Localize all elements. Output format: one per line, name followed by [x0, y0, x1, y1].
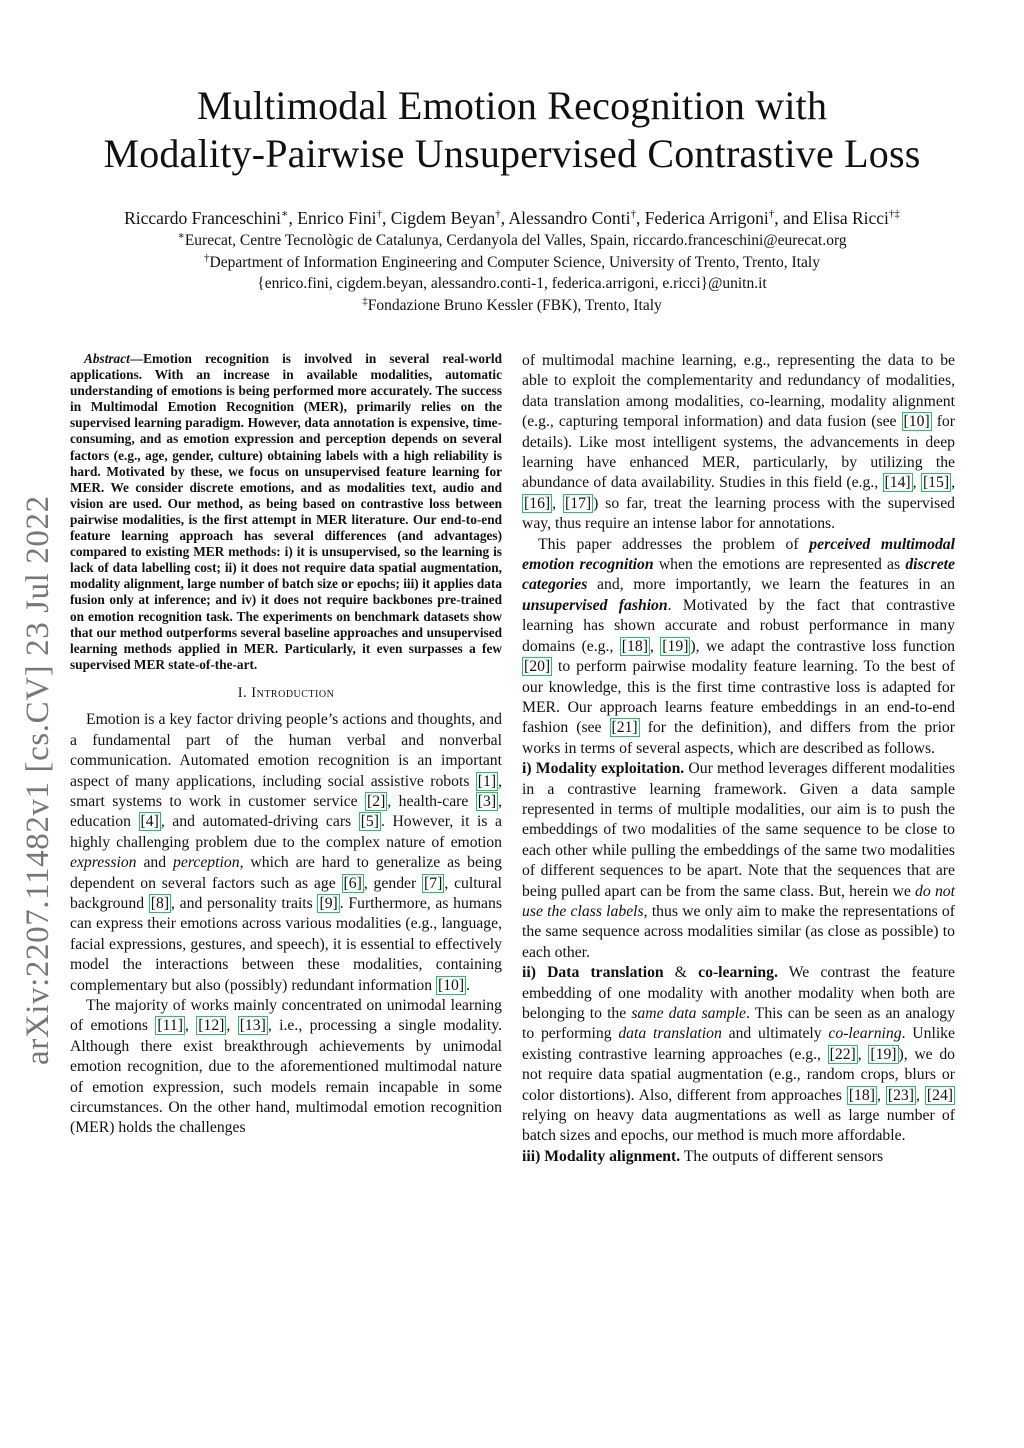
- citation-link[interactable]: [18]: [621, 637, 648, 655]
- body-paragraph: of multimodal machine learning, e.g., representing the data to be able to exploit the complementarity and redundancy of modalities, data translation among modalities, co-learning, modality alignment (e.g., capturing temporal information) and data fusion (see [10] for details). Like most intelligent systems, the advancements in deep learning have enhanced MER, particularly, by utilizing the abundance of data availability. Studies in this field (e.g., [14] , [15] , [16] , [17] ) so far, treat the learning process with the supervised way, thus require an intense labor for annotations.: [522, 352, 955, 533]
- affiliations: [40, 230, 984, 316]
- citation-link[interactable]: [16]: [524, 494, 551, 512]
- author-name: and Elisa Ricci: [782, 208, 889, 228]
- author-mark: †: [630, 208, 637, 221]
- abstract-text: —Emotion recognition is involved in several real-world applications. With an increase in available modalities, automatic understanding of emotions is being performed more accurately. The success in Multimodal Emotion Recognition (MER), primarily relies on the supervised learning paradigm. However, data annotation is expensive, time-consuming, and as emotion expression and perception depends on several factors (e.g., age, gender, culture) obtaining labels with a high reliability is hard. Motivated by these, we focus on unsupervised feature learning for MER. We consider discrete emotions, and as modalities text, audio and vision are used. Our method, as being based on contrastive loss between pairwise modalities, is the first attempt in MER literature. Our end-to-end feature learning approach has several differences (and advantages) compared to existing MER methods: i) it is unsupervised, so the learning is lack of data labelling cost; ii) it does not require data spatial augmentation, modality alignment, large number of batch size or epochs; iii) it applies data fusion only at inference; and iv) it does not require backbones pre-trained on emotion recognition task. The experiments on benchmark datasets show that our method outperforms several baseline approaches and unsupervised learning methods applied in MER. Particularly, it even surpasses a few supervised MER state-of-the-art.: [70, 351, 502, 672]
- citation-link[interactable]: [19]: [662, 637, 689, 655]
- citation-link[interactable]: [20]: [524, 658, 551, 676]
- body-paragraph: ii) Data translation & co-learning. We contrast the feature embedding of one modality with another modality when both are belonging to the same data sample. This can be seen as an analogy to performing data translation and ultimately co-learning. Unlike existing contrastive learning approaches (e.g., [22] , [19] ), we do not require data spatial augmentation (e.g., random crops, blurs or color distortions). Also, different from approaches [18] , [23] , [24] relying on heavy data augmentations as well as large number of batch sizes and epochs, our method is much more affordable.: [522, 964, 956, 1145]
- paragraph-heading: iii) Modality alignment.: [522, 1147, 681, 1165]
- citation-link[interactable]: [15]: [922, 474, 950, 492]
- author-list: Riccardo Franceschini∗, Enrico Fini†, Cigdem Beyan†, Alessandro Conti†, Federica Arrigoni†, and Elisa Ricci†‡: [124, 208, 900, 228]
- affiliation-2: [40, 252, 984, 274]
- citation-link[interactable]: [9]: [319, 894, 338, 912]
- author-name: Alessandro Conti: [508, 208, 631, 228]
- affil-mark: †: [204, 251, 210, 264]
- author-name: Enrico Fini: [297, 208, 377, 228]
- citation-link[interactable]: [8]: [150, 894, 170, 912]
- right-column: [522, 351, 955, 1167]
- author-mark: †‡: [888, 208, 900, 221]
- citation-link[interactable]: [13]: [239, 1017, 266, 1035]
- citation-link[interactable]: [24]: [926, 1086, 954, 1104]
- section-heading: I. Introduction: [237, 684, 335, 701]
- affiliation-1: [40, 230, 984, 252]
- citation-link[interactable]: [17]: [565, 494, 592, 512]
- citation-link[interactable]: [7]: [424, 874, 443, 892]
- citation-link[interactable]: [23]: [887, 1086, 914, 1104]
- citation-link[interactable]: [4]: [140, 813, 159, 831]
- body-paragraph: i) Modality exploitation. Our method leverages different modalities in a contrastive learning framework. Given a data sample represented in terms of multiple modalities, our aim is to push the embeddings of two modalities of the same sequence to be close to each other while pulling the embeddings of the same two modalities of different sequences to be apart. Note that the sequences that are being pulled apart can be from the same class. But, herein we do not use the class labels, thus we only aim to make the representations of the same sequence across modalities similar (as close as possible) to each other.: [522, 760, 955, 961]
- citation-link[interactable]: [14]: [884, 474, 911, 492]
- paper-title: [60, 82, 964, 178]
- abstract: [70, 351, 502, 673]
- author-mark: †: [768, 208, 775, 221]
- affil-text: Department of Information Engineering and Computer Science, University of Trento, Trento, Italy: [209, 253, 820, 271]
- left-column: [70, 351, 502, 1139]
- citation-link[interactable]: [12]: [198, 1017, 225, 1035]
- body-paragraph: iii) Modality alignment. The outputs of different sensors: [522, 1147, 884, 1165]
- citation-link[interactable]: [19]: [870, 1045, 897, 1063]
- author-name: Cigdem Beyan: [390, 208, 496, 228]
- affil-mark: ‡: [362, 294, 368, 307]
- affiliation-4: [40, 295, 984, 317]
- citation-link[interactable]: [2]: [367, 792, 386, 810]
- body-paragraph: This paper addresses the problem of perceived multimodal emotion recognition when the emotions are represented as discrete categories and, more importantly, we learn the features in an unsupervised fashion. Motivated by the fact that contrastive learning has shown accurate and robust performance in many domains (e.g., [18] , [19] ), we adapt the contrastive loss function [20] to perform pairwise modality feature learning. To the best of our knowledge, this is the first time contrastive loss is adapted for MER. Our approach learns feature embeddings in an end-to-end fashion (see [21] for the definition), and differs from the prior works in terms of several aspects, which are described as follows.: [522, 535, 956, 757]
- citation-link[interactable]: [18]: [848, 1086, 875, 1104]
- paragraph-heading: ii) Data translation: [522, 964, 664, 982]
- paragraph-heading: co-learning.: [698, 964, 778, 982]
- citation-link[interactable]: [11]: [157, 1017, 183, 1035]
- affil-mark: ∗: [177, 229, 185, 242]
- author-mark: †: [376, 208, 382, 221]
- citation-link[interactable]: [21]: [611, 719, 638, 737]
- author-name: Riccardo Franceschini: [124, 208, 282, 228]
- intro-paragraph-2: The majority of works mainly concentrated on unimodal learning of emotions [11] , [12] , [13] , i.e., processing a single modality. Although there exist breakthrough achievements by unimodal emotion recognition, due to the aforementioned multimodal nature of emotion expression, such models remain incapable in some circumstances. On the other hand, multimodal emotion recognition (MER) holds the challenges: [70, 996, 502, 1137]
- intro-paragraph-1: Emotion is a key factor driving people’s actions and thoughts, and a fundamental part of the human verbal and nonverbal communication. Automated emotion recognition is an important aspect of many applications, including social assistive robots [1] , smart systems to work in customer service [2] , health-care [3] , education [4] , and automated-driving cars [5] . However, it is a highly challenging problem due to the complex nature of emotion expression and perception, which are hard to generalize as being dependent on several factors such as age [6] , gender [7] , cultural background [8] , and personality traits [9] . Furthermore, as humans can express their emotions across various modalities (e.g., language, facial expressions, gestures, and speech), it is essential to effectively model the interactions between these modalities, containing complementary but also (possibly) redundant information [10] .: [70, 711, 502, 994]
- author-mark: ∗: [281, 208, 289, 221]
- author-name: Federica Arrigoni: [644, 208, 769, 228]
- citation-link[interactable]: [22]: [829, 1045, 856, 1063]
- title-line-1: Multimodal Emotion Recognition with: [196, 83, 828, 128]
- citation-link[interactable]: [3]: [477, 792, 497, 810]
- citation-link[interactable]: [1]: [477, 772, 497, 790]
- affil-text: Fondazione Bruno Kessler (FBK), Trento, Italy: [367, 296, 662, 314]
- citation-link[interactable]: [5]: [360, 813, 379, 831]
- citation-link[interactable]: [10]: [437, 976, 465, 994]
- paragraph-heading: i) Modality exploitation.: [522, 760, 685, 778]
- author-mark: †: [495, 208, 501, 221]
- abstract-label: Abstract: [84, 351, 130, 366]
- affiliation-3: {enrico.fini, cigdem.beyan, alessandro.conti-1, federica.arrigoni, e.ricci}@unitn.it: [257, 275, 767, 292]
- title-line-2: Modality-Pairwise Unsupervised Contrastive Loss: [103, 131, 921, 176]
- arxiv-stamp: arXiv:2207.11482v1 [cs.CV] 23 Jul 2022: [20, 495, 56, 1065]
- citation-link[interactable]: [6]: [343, 874, 362, 892]
- citation-link[interactable]: [10]: [903, 413, 930, 431]
- affil-text: Eurecat, Centre Tecnològic de Catalunya, Cerdanyola del Valles, Spain, riccardo.franceschini@eurecat.org: [184, 232, 847, 249]
